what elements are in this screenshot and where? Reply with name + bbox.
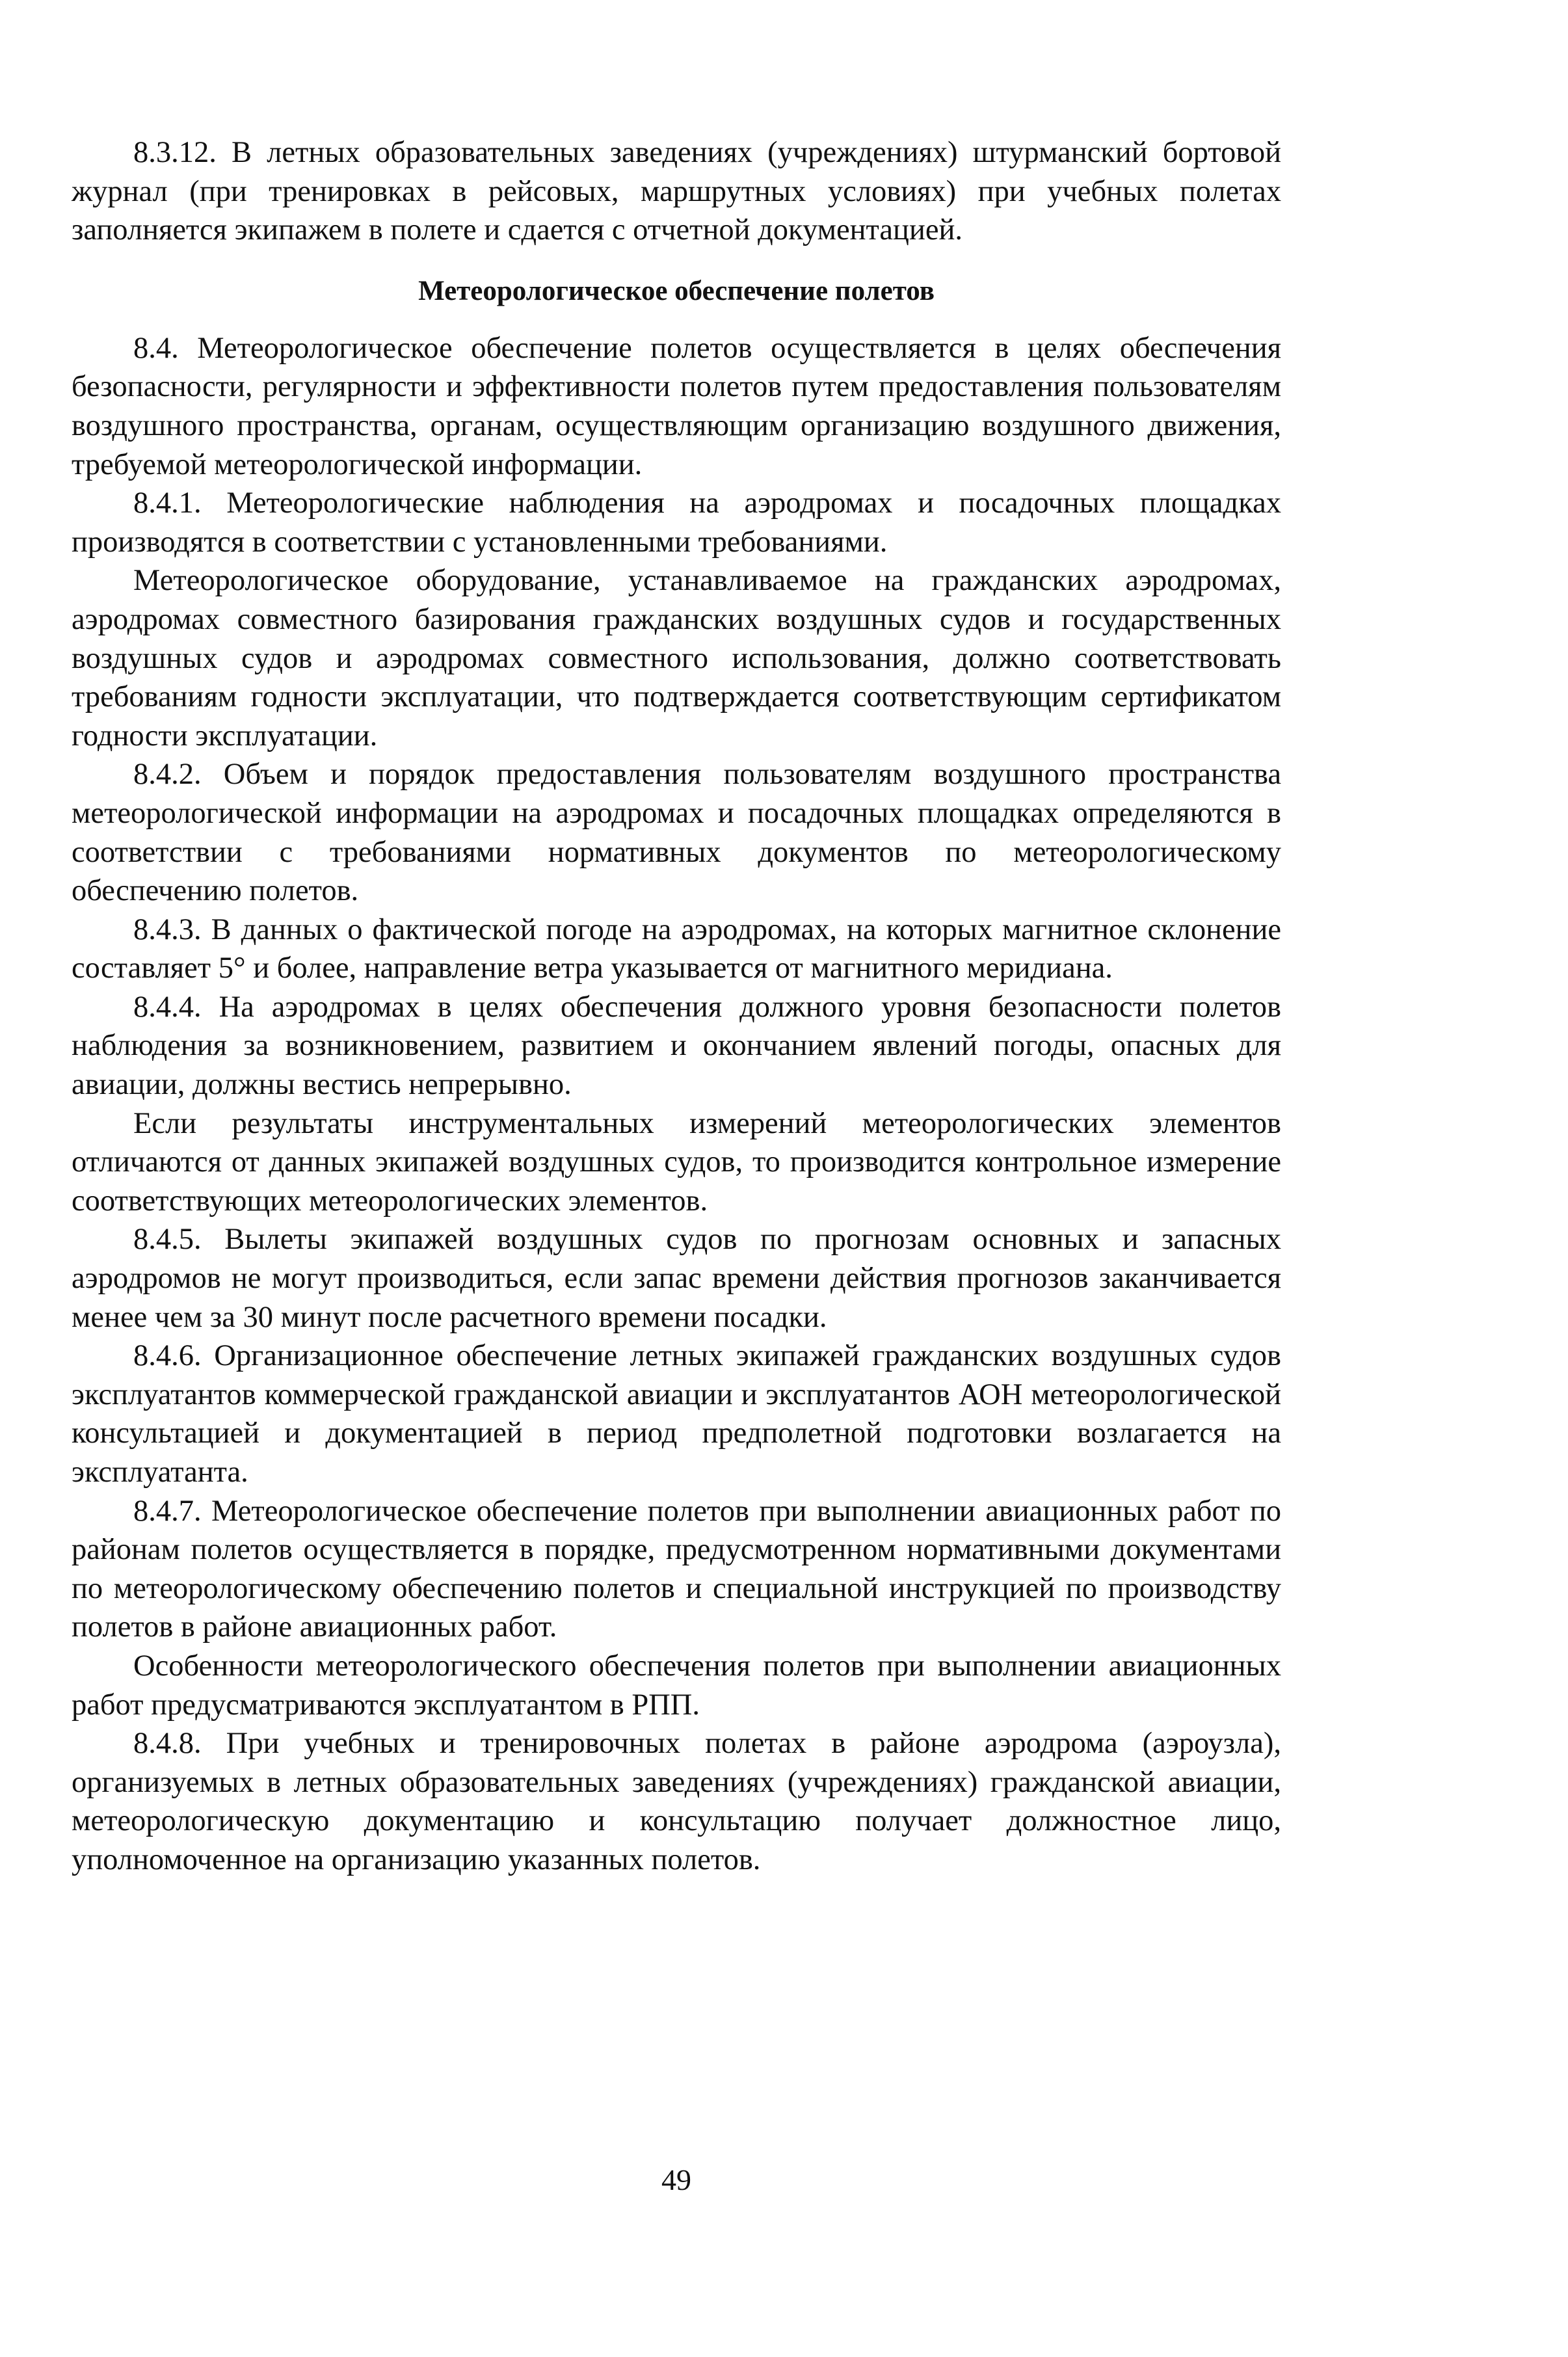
document-page bbox=[72, 133, 1281, 1880]
paragraph-8-4-4-measurements: Если результаты инструментальных измерений метеорологических элементов отличаются от данных экипажей воздушных судов, то производится контрольное измерение соответствующих метеорологических элементов. bbox=[72, 1106, 1281, 1218]
paragraph-8-4-1-equipment: Метеорологическое оборудование, устанавливаемое на гражданских аэродромах, аэродромах совместного базирования гражданских воздушных судов и государственных воздушных судов и аэродромах совместного использования, должно соответствовать требованиям годности эксплуатации, что подтверждается соответствующим сертификатом годности эксплуатации. bbox=[72, 564, 1281, 752]
paragraph-8-4-1: 8.4.1. Метеорологические наблюдения на аэродромах и посадочных площадках производятся в соответствии с установленными требованиями. bbox=[72, 486, 1281, 559]
paragraph-8-4: 8.4. Метеорологическое обеспечение полетов осуществляется в целях обеспечения безопасности, регулярности и эффективности полетов путем предоставления пользователям воздушного пространства, органам, осуществляющим организацию воздушного движения, требуемой метеорологической информации. bbox=[72, 331, 1281, 481]
paragraph-8-3-12: 8.3.12. В летных образовательных заведениях (учреждениях) штурманский бортовой журнал (при тренировках в рейсовых, маршрутных условиях) при учебных полетах заполняется экипажем в полете и сдается с отчетной документацией. bbox=[72, 136, 1281, 247]
paragraph-8-4-6: 8.4.6. Организационное обеспечение летных экипажей гражданских воздушных судов эксплуатантов коммерческой гражданской авиации и эксплуатантов АОН метеорологической консультацией и документацией в период предполетной подготовки возлагается на эксплуатанта. bbox=[72, 1339, 1281, 1489]
paragraph-8-4-7-features: Особенности метеорологического обеспечения полетов при выполнении авиационных работ предусматриваются эксплуатантом в РПП. bbox=[72, 1649, 1281, 1722]
page-number: 49 bbox=[661, 2163, 691, 2196]
paragraph-8-4-4: 8.4.4. На аэродромах в целях обеспечения должного уровня безопасности полетов наблюдения за возникновением, развитием и окончанием явлений погоды, опасных для авиации, должны вестись непрерывно. bbox=[72, 990, 1281, 1102]
paragraph-8-4-2: 8.4.2. Объем и порядок предоставления пользователям воздушного пространства метеорологической информации на аэродромах и посадочных площадках определяются в соответствии с требованиями нормативных документов по метеорологическому обеспечению полетов. bbox=[72, 758, 1281, 908]
paragraph-8-4-5: 8.4.5. Вылеты экипажей воздушных судов по прогнозам основных и запасных аэродромов не могут производиться, если запас времени действия прогнозов заканчивается менее чем за 30 минут после расчетного времени посадки. bbox=[72, 1223, 1281, 1334]
paragraph-8-4-3: 8.4.3. В данных о фактической погоде на аэродромах, на которых магнитное склонение составляет 5° и более, направление ветра указывается от магнитного меридиана. bbox=[72, 912, 1281, 985]
paragraph-8-4-7: 8.4.7. Метеорологическое обеспечение полетов при выполнении авиационных работ по районам полетов осуществляется в порядке, предусмотренном нормативными документами по метеорологическому обеспечению полетов и специальной инструкцией по производству полетов в районе авиационных работ. bbox=[72, 1494, 1281, 1644]
paragraph-8-4-8: 8.4.8. При учебных и тренировочных полетах в районе аэродрома (аэроузла), организуемых в летных образовательных заведениях (учреждениях) гражданской авиации, метеорологическую документацию и консультацию получает должностное лицо, уполномоченное на организацию указанных полетов. bbox=[72, 1727, 1281, 1876]
section-heading: Метеорологическое обеспечение полетов bbox=[418, 275, 935, 306]
